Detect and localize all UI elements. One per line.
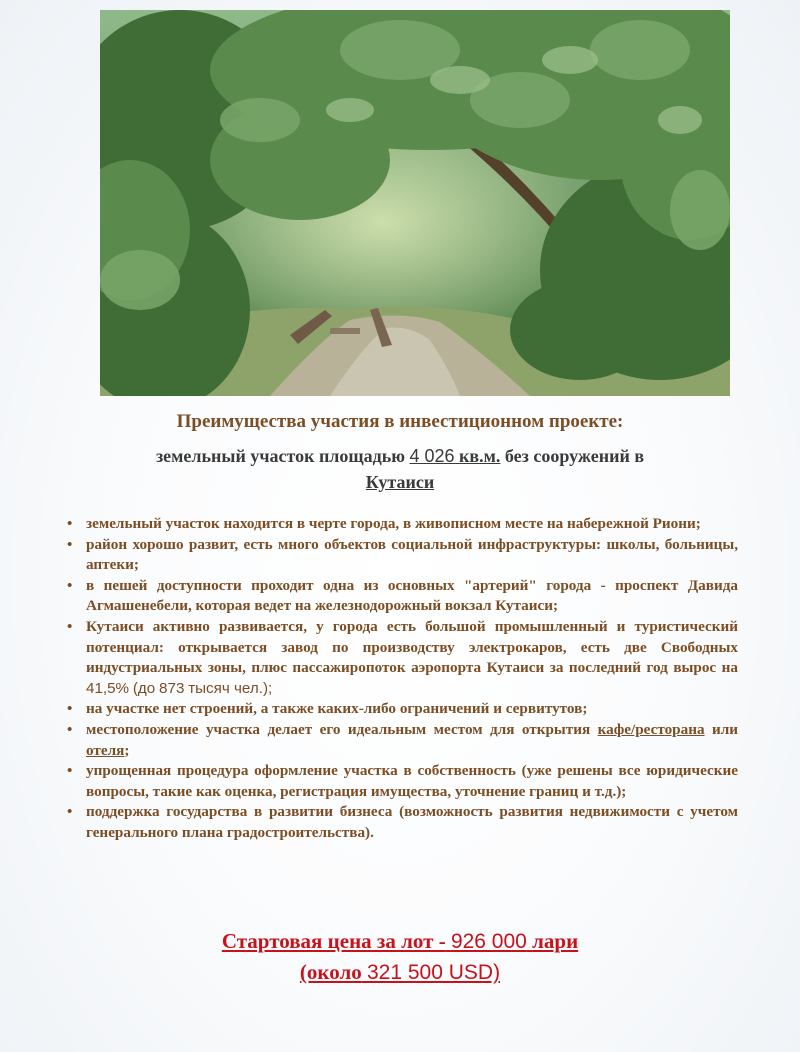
price-label: Стартовая цена за лот -	[221, 929, 446, 953]
list-item: • район хорошо развит, есть много объектов социальной инфраструктуры: школы, больницы, аптеки;	[86, 535, 738, 576]
area-unit: кв.м.	[459, 446, 501, 466]
benefits-list	[62, 514, 738, 844]
location-text-before: местоположение участка делает его идеальным местом для открытия	[86, 720, 591, 738]
passenger-count: 873	[159, 679, 185, 697]
price-currency: лари	[532, 929, 579, 953]
list-item: • упрощенная процедура оформление участка в собственность (уже решены все юридические вопросы, такие как оценка, регистрация имущества, уточнение границ и т.д.);	[86, 761, 738, 802]
city-link[interactable]: Кутаиси	[365, 472, 435, 492]
area-value-link[interactable]	[409, 446, 500, 466]
price-amount: 926 000	[450, 930, 527, 953]
list-item: • поддержка государства в развитии бизнеса (возможность развития недвижимости с учетом генерального плана градостроительства).	[86, 802, 738, 843]
starting-price[interactable]	[0, 926, 800, 988]
location-text-middle: или	[711, 720, 739, 738]
hotel-link[interactable]: отеля	[86, 741, 125, 759]
subtitle-before-area: земельный участок площадью	[155, 446, 405, 466]
list-item	[86, 720, 738, 761]
plot-subtitle	[130, 443, 670, 495]
growth-text-after: тысяч чел.);	[188, 679, 273, 697]
page-title: Преимущества участия в инвестиционном проекте:	[176, 411, 624, 432]
growth-percent: 41,5%	[86, 679, 130, 697]
forest-clearing-photo	[100, 10, 730, 396]
growth-text-before: Кутаиси активно развивается, у города есть большой промышленный и туристический потенциал: открывается завод по производству электрокаров, есть две Свободных индустриальных зоны, плюс пассажиропоток аэропорта Кутаиси за последний год вырос на	[86, 617, 738, 677]
price-usd-open: (около	[299, 960, 362, 984]
list-item: • земельный участок находится в черте города, в живописном месте на набережной Риони;	[86, 514, 738, 535]
area-number: 4 026	[409, 446, 455, 466]
growth-text-middle: (до	[132, 679, 156, 697]
price-usd-amount: 321 500 USD)	[367, 961, 501, 984]
price-usd-line	[0, 957, 800, 988]
cafe-restaurant-link[interactable]: кафе/ресторана	[597, 720, 705, 738]
price-line	[0, 926, 800, 957]
list-item	[86, 617, 738, 699]
list-item: • на участке нет строений, а также каких-либо ограничений и сервитутов;	[86, 699, 738, 720]
subtitle-after-area: без сооружений в	[504, 446, 645, 466]
list-item: • в пешей доступности проходит одна из основных "артерий" города - проспект Давида Агмашенебели, которая ведет на железнодорожный вокзал Кутаиси;	[86, 576, 738, 617]
location-text-after: ;	[124, 741, 130, 759]
